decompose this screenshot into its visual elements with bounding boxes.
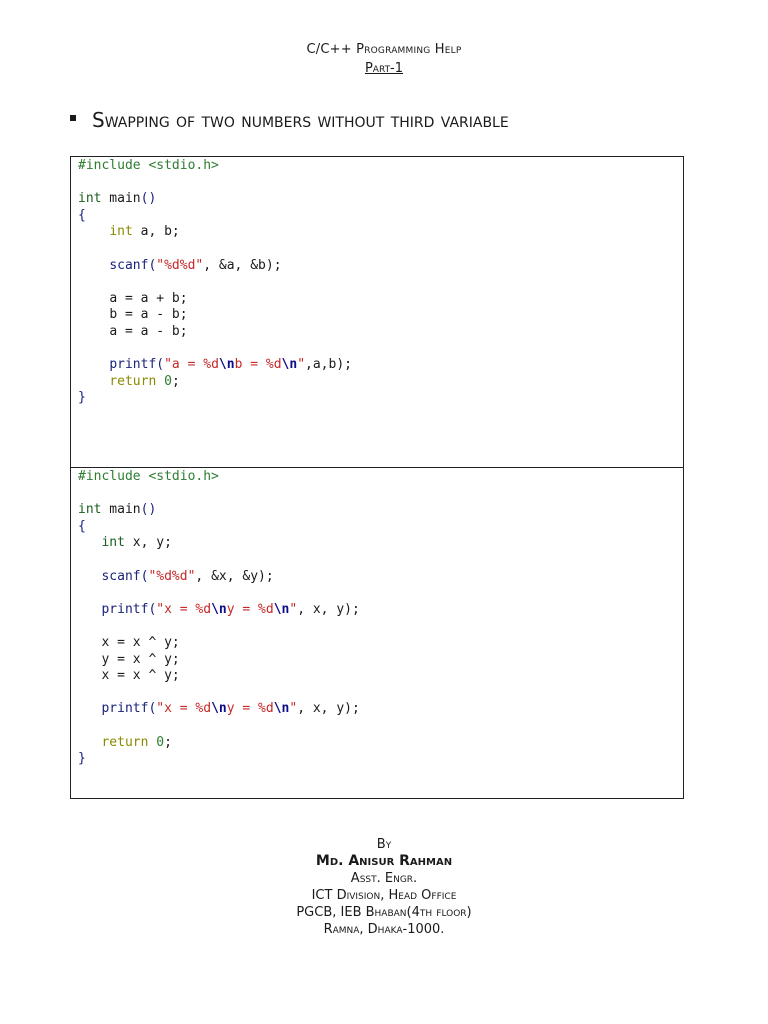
document-title: C/C++ Programming Help xyxy=(306,42,462,57)
code-line: printf("x = %d\ny = %d\n", x, y); xyxy=(101,701,360,717)
section-heading-text: Swapping of two numbers without third variable xyxy=(92,108,509,132)
bullet-icon xyxy=(70,115,76,121)
code-listing-2 xyxy=(71,468,683,768)
code-line: x = x ^ y; xyxy=(101,634,180,650)
author-designation: Asst. Engr. xyxy=(350,871,418,886)
code-line: printf("a = %d\nb = %d\n",a,b); xyxy=(109,357,352,373)
code-listing-1 xyxy=(71,157,683,407)
code-line: int main() xyxy=(78,191,157,207)
code-block-xor-swap xyxy=(70,467,684,799)
code-line: { xyxy=(78,207,86,223)
code-line: b = a - b; xyxy=(109,307,188,323)
author-footer xyxy=(0,836,768,938)
code-line: x = x ^ y; xyxy=(101,668,180,684)
author-address: Ramna, Dhaka-1000. xyxy=(323,922,445,937)
author-division: ICT Division, Head Office xyxy=(311,888,457,903)
document-part xyxy=(0,61,768,76)
code-line: a = a - b; xyxy=(109,323,188,339)
section-heading xyxy=(70,108,509,132)
code-line: #include <stdio.h> xyxy=(78,158,219,173)
code-line: printf("x = %d\ny = %d\n", x, y); xyxy=(101,601,360,617)
code-block-arithmetic-swap xyxy=(70,156,684,468)
code-line: scanf("%d%d", &a, &b); xyxy=(109,257,282,273)
code-line: return 0; xyxy=(109,373,180,389)
code-line: } xyxy=(78,751,86,767)
code-line: return 0; xyxy=(101,734,172,750)
author-organization: PGCB, IEB Bhaban(4th floor) xyxy=(296,905,472,920)
code-line: int a, b; xyxy=(109,224,180,240)
by-label: By xyxy=(376,837,392,852)
code-line: } xyxy=(78,390,86,406)
code-line: int x, y; xyxy=(101,535,172,551)
code-line: y = x ^ y; xyxy=(101,651,180,667)
code-line: scanf("%d%d", &x, &y); xyxy=(101,568,274,584)
author-name: Md. Anisur Rahman xyxy=(315,853,453,869)
code-line: int main() xyxy=(78,502,157,518)
code-line: #include <stdio.h> xyxy=(78,469,219,484)
code-line: { xyxy=(78,518,86,534)
part-label: Part-1 xyxy=(364,61,404,76)
code-line: a = a + b; xyxy=(109,290,188,306)
